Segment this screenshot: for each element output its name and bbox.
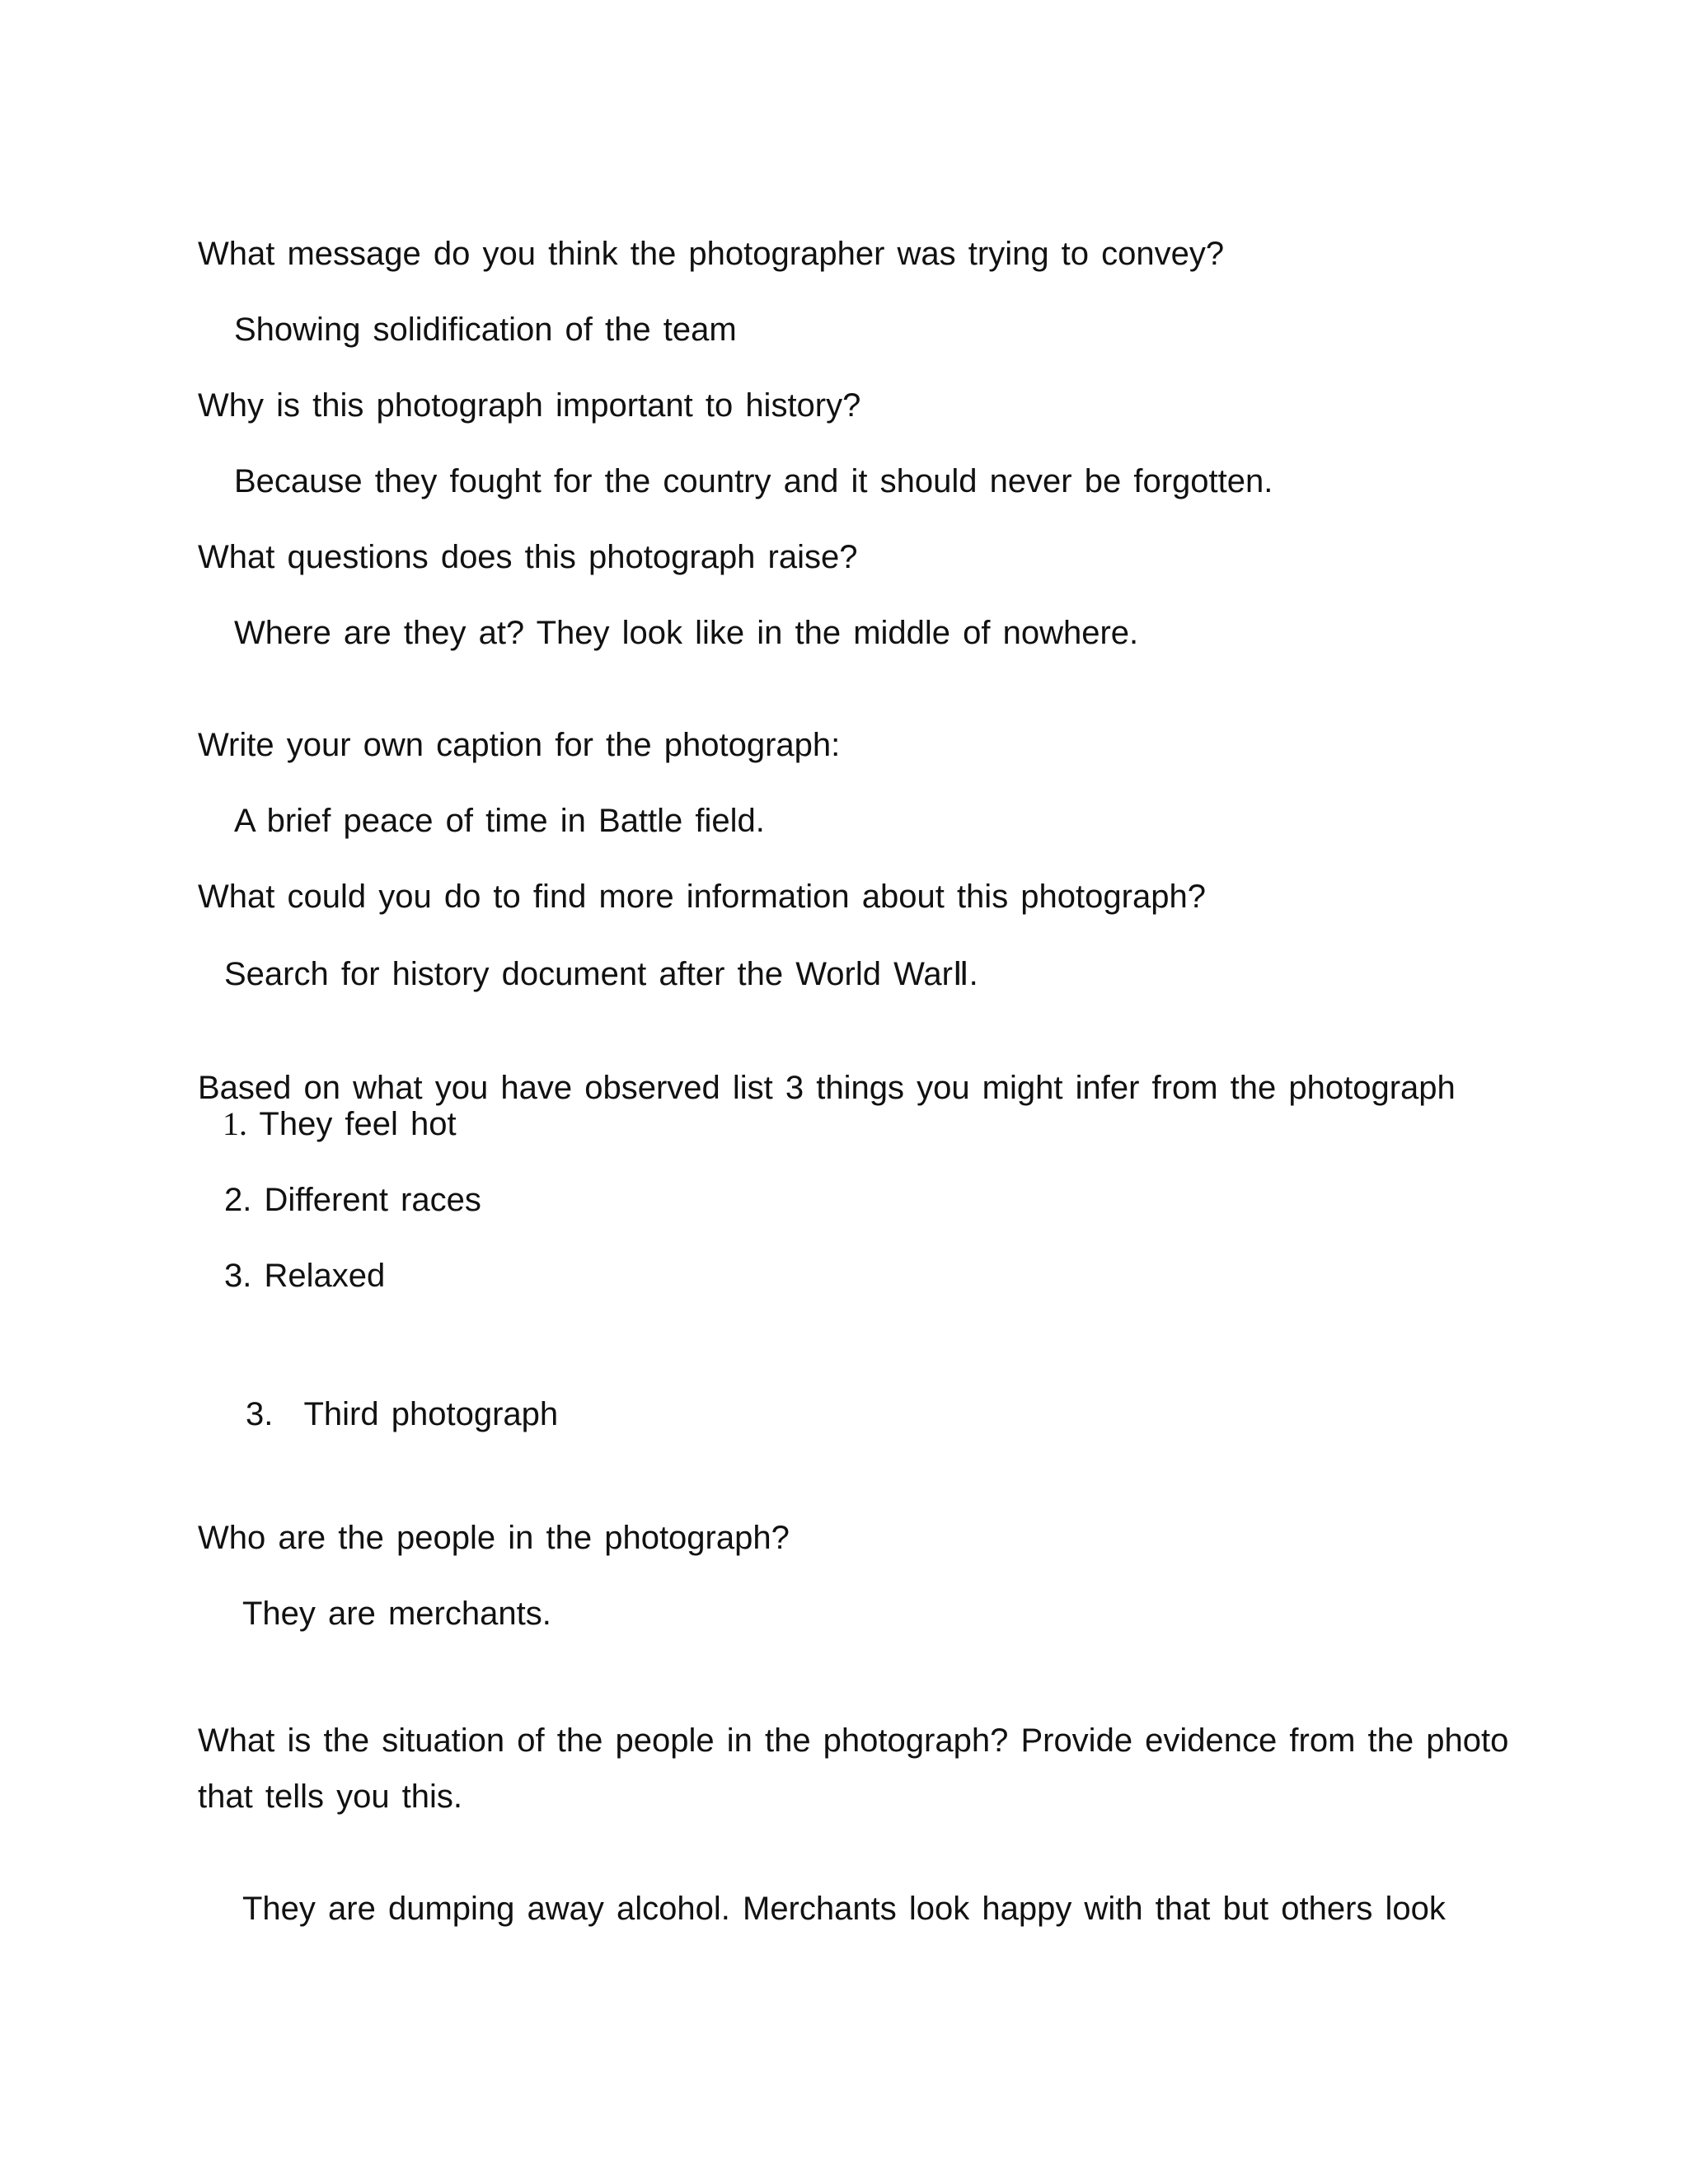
inference-item-2 xyxy=(224,1180,481,1220)
question-more-info: What could you do to find more information about this photograph? xyxy=(198,879,1206,915)
question-situation-line-2: that tells you this. xyxy=(198,1779,463,1815)
third-photo-number: 3. xyxy=(246,1396,274,1432)
answer-more-info-end: . xyxy=(968,956,978,992)
answer-message: Showing solidification of the team xyxy=(234,312,737,348)
answer-raised: Where are they at? They look like in the middle of nowhere. xyxy=(234,615,1139,651)
question-raised: What questions does this photograph raise? xyxy=(198,539,858,575)
answer-caption: A brief peace of time in Battle field. xyxy=(234,803,765,839)
inference-item-2-text: Different races xyxy=(264,1182,481,1218)
inference-item-3-number: 3. xyxy=(224,1258,252,1294)
inference-item-2-number: 2. xyxy=(224,1182,252,1218)
inference-item-1 xyxy=(223,1104,457,1144)
answer-more-info xyxy=(224,954,978,994)
inference-item-1-text: They feel hot xyxy=(259,1106,457,1142)
answer-situation: They are dumping away alcohol. Merchants look happy with that but others look xyxy=(242,1891,1446,1927)
third-photo-heading xyxy=(246,1394,558,1434)
question-message: What message do you think the photographer was trying to convey? xyxy=(198,236,1225,272)
question-people: Who are the people in the photograph? xyxy=(198,1520,790,1556)
question-importance: Why is this photograph important to history? xyxy=(198,387,861,424)
third-photo-title: Third photograph xyxy=(303,1396,559,1432)
inference-item-3-text: Relaxed xyxy=(264,1258,386,1294)
question-situation-line-1: What is the situation of the people in the photograph? Provide evidence from the photo xyxy=(198,1722,1509,1759)
inference-prompt: Based on what you have observed list 3 things you might infer from the photograph xyxy=(198,1070,1456,1106)
inference-item-1-number: 1. xyxy=(223,1105,247,1142)
answer-more-info-text: Search for history document after the World War xyxy=(224,956,953,992)
question-caption: Write your own caption for the photograph: xyxy=(198,727,841,763)
inference-item-3 xyxy=(224,1256,385,1296)
roman-numeral-two: Ⅱ xyxy=(952,955,969,992)
answer-people: They are merchants. xyxy=(242,1596,551,1632)
answer-importance: Because they fought for the country and it should never be forgotten. xyxy=(234,463,1273,499)
